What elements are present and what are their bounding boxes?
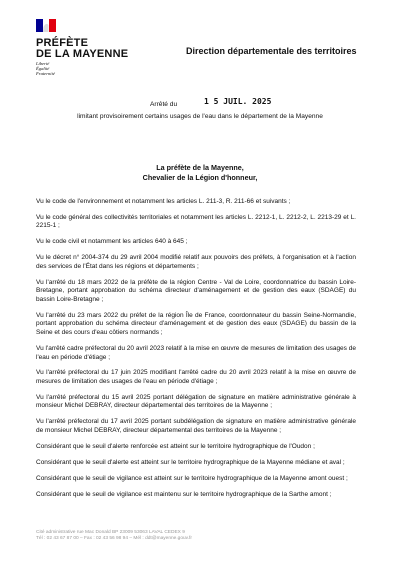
considerant-paragraph: Considérant que le seuil de vigilance est maintenu sur le territoire hydrographique de la Sarthe amont ; bbox=[36, 490, 332, 498]
motto-line3: Fraternité bbox=[36, 71, 55, 77]
visa-paragraph: Vu le décret n° 2004-374 du 29 avril 2004 modifié relatif aux pouvoirs des préfets, à l'organisation et à l'action des services de l'État dans les régions et départements ; bbox=[36, 254, 356, 270]
visa-paragraph: Vu l'arrêté du 23 mars 2022 du préfet de la région Île de France, coordonnateur du bassin Seine-Normandie, portant approbation du schéma directeur d'aménagement et de gestion des eaux (SDAGE) du bassin de la Seine et des cours d'eau côtiers normands ; bbox=[36, 311, 356, 337]
footer-address: Cité administrative rue Mac Donald BP 23009 53063 LAVAL CEDEX 9 bbox=[36, 530, 185, 535]
motto-line2: Égalité bbox=[36, 66, 50, 72]
date-stamp: 1 5 JUIL. 2025 bbox=[204, 97, 272, 106]
visa-paragraph: Vu l'arrêté préfectoral du 15 avril 2025 portant délégation de signature en matière administrative générale à monsieur Michel DEBRAY, directeur départemental des territoires de la Mayenne ; bbox=[36, 393, 356, 410]
visa-paragraph: Vu l'arrêté préfectoral du 17 avril 2025 portant subdélégation de signature en matière administrative générale de monsieur Michel DEBRAY, directeur départemental des territoires de la Mayenne ; bbox=[36, 418, 356, 434]
decree-subtitle: limitant provisoirement certains usages de l'eau dans le département de la Mayenne bbox=[77, 113, 323, 120]
logo-title-line1: PRÉFÈTE bbox=[36, 37, 89, 49]
authority-line1: La préfète de la Mayenne, bbox=[156, 163, 244, 172]
visa-paragraph: Vu le code civil et notamment les articles 640 à 645 ; bbox=[36, 238, 188, 246]
marianne-flag-icon bbox=[36, 19, 56, 32]
visa-paragraph: Vu le code général des collectivités territoriales et notamment les articles L. 2212-1, L. 2212-2, L. 2213-29 et L. 2215-1 ; bbox=[36, 213, 356, 230]
authority-line2: Chevalier de la Légion d'honneur, bbox=[142, 173, 258, 182]
authority-heading bbox=[0, 163, 400, 183]
motto-line1: Liberté bbox=[36, 61, 50, 66]
considerant-paragraph: Considérant que le seuil d'alerte est atteint sur le territoire hydrographique de la Mayenne médiane et aval ; bbox=[36, 458, 345, 466]
visa-paragraph: Vu l'arrêté du 18 mars 2022 de la préfète de la région Centre - Val de Loire, coordonnatrice du bassin Loire-Bretagne, portant approbation du schéma directeur d'aménagement et de gestion des eaux (SDAGE) du bassin Loire-Bretagne ; bbox=[36, 278, 356, 303]
visas-list bbox=[36, 198, 356, 506]
considerant-paragraph: Considérant que le seuil d'alerte renforcée est atteint sur le territoire hydrographique de l'Oudon ; bbox=[36, 442, 315, 450]
page-footer bbox=[36, 530, 192, 542]
logo-title-line2: DE LA MAYENNE bbox=[36, 48, 129, 60]
direction-heading: Direction départementale des territoires bbox=[186, 46, 357, 56]
visa-paragraph: Vu l'arrêté préfectoral du 17 juin 2025 modifiant l'arrêté cadre du 20 avril 2023 relatif à la mise en œuvre de mesures de limitation des usages de l'eau en période d'étiage ; bbox=[36, 369, 356, 385]
considerant-paragraph: Considérant que le seuil de vigilance est atteint sur le territoire hydrographique de la Mayenne amont ouest ; bbox=[36, 474, 348, 482]
visa-paragraph: Vu l'arrêté cadre préfectoral du 20 avril 2023 relatif à la mise en œuvre de mesures de limitation des usages de l'eau en période d'étiage ; bbox=[36, 344, 356, 361]
arrete-label: Arrêté du bbox=[150, 101, 178, 108]
visa-paragraph: Vu le code de l'environnement et notamment les articles L. 211-3, R. 211-66 et suivants ; bbox=[36, 198, 291, 205]
republic-motto bbox=[36, 61, 55, 77]
footer-contact: Tél : 02 43 67 87 00 – Fax : 02 43 56 98 94 – Mél : ddt@mayenne.gouv.fr bbox=[36, 536, 192, 542]
prefecture-logo-title bbox=[36, 38, 128, 60]
